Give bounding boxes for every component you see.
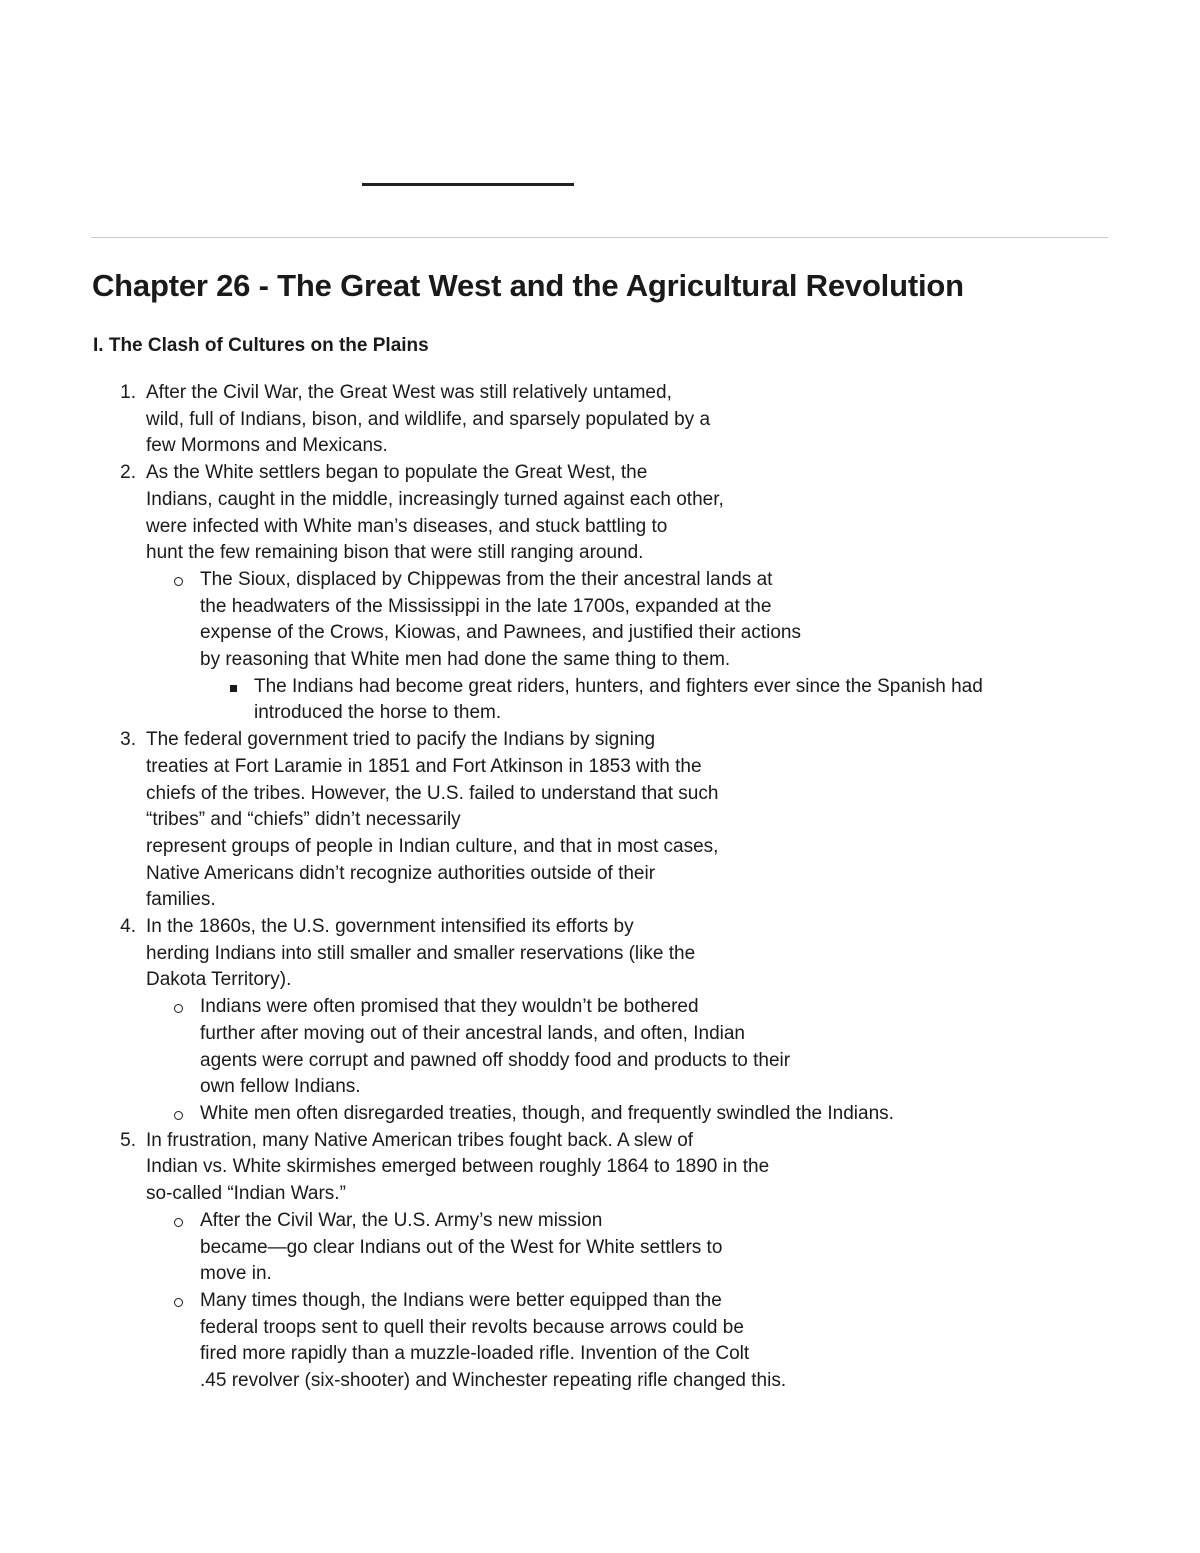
outline-list <box>0 380 1200 1395</box>
text-line: agents were corrupt and pawned off shoddy food and products to their <box>200 1049 791 1071</box>
numbered-list-item <box>0 460 1200 567</box>
circle-bullet-icon <box>174 1111 183 1120</box>
sub-list-item <box>0 994 1200 1101</box>
chapter-title: Chapter 26 - The Great West and the Agricultural Revolution <box>92 268 964 303</box>
square-bullet-icon <box>230 685 237 692</box>
text-line: After the Civil War, the U.S. Army’s new mission <box>200 1209 603 1231</box>
horizontal-divider <box>91 237 1108 238</box>
text-line: expense of the Crows, Kiowas, and Pawnees, and justified their actions <box>200 622 801 644</box>
text-line: federal troops sent to quell their revolts because arrows could be <box>200 1316 744 1338</box>
text-line: own fellow Indians. <box>200 1076 361 1098</box>
item-number: 4. <box>120 916 136 938</box>
text-line: wild, full of Indians, bison, and wildlife, and sparsely populated by a <box>146 408 711 430</box>
circle-bullet-icon <box>174 1004 183 1013</box>
text-line: After the Civil War, the Great West was still relatively untamed, <box>146 382 672 403</box>
text-line: As the White settlers began to populate the Great West, the <box>146 462 648 484</box>
text-line: The Indians had become great riders, hunters, and fighters ever since the Spanish had <box>254 675 983 697</box>
text-line: The Sioux, displaced by Chippewas from the their ancestral lands at <box>200 568 773 590</box>
item-number: 1. <box>120 382 136 403</box>
text-line: were infected with White man’s diseases, and stuck battling to <box>146 515 668 537</box>
text-line: White men often disregarded treaties, though, and frequently swindled the Indians. <box>200 1102 894 1124</box>
numbered-list-item <box>0 1128 1200 1208</box>
header-short-rule <box>362 183 574 186</box>
text-line: Native Americans didn’t recognize authorities outside of their <box>146 862 656 884</box>
text-line: fired more rapidly than a muzzle-loaded rifle. Invention of the Colt <box>200 1343 750 1365</box>
text-line: Dakota Territory). <box>146 969 292 991</box>
text-line: represent groups of people in Indian culture, and that in most cases, <box>146 835 719 857</box>
item-number: 5. <box>120 1129 136 1151</box>
text-line: Indian vs. White skirmishes emerged between roughly 1864 to 1890 in the <box>146 1156 770 1178</box>
numbered-list-item <box>0 727 1200 914</box>
sub-sub-list-item <box>0 674 1200 727</box>
sub-list-item <box>0 567 1200 674</box>
text-line: chiefs of the tribes. However, the U.S. failed to understand that such <box>146 782 719 804</box>
text-line: the headwaters of the Mississippi in the late 1700s, expanded at the <box>200 595 772 617</box>
circle-bullet-icon <box>174 577 183 586</box>
text-line: In the 1860s, the U.S. government intensified its efforts by <box>146 916 634 938</box>
section-heading: I. The Clash of Cultures on the Plains <box>93 335 429 356</box>
text-line: .45 revolver (six-shooter) and Winchester repeating rifle changed this. <box>200 1370 787 1392</box>
numbered-list-item <box>0 380 1200 460</box>
text-line: families. <box>146 889 216 911</box>
text-line: by reasoning that White men had done the same thing to them. <box>200 649 731 671</box>
text-line: further after moving out of their ancestral lands, and often, Indian <box>200 1022 745 1044</box>
text-line: The federal government tried to pacify the Indians by signing <box>146 729 656 751</box>
circle-bullet-icon <box>174 1218 183 1227</box>
circle-bullet-icon <box>174 1298 183 1307</box>
text-line: few Mormons and Mexicans. <box>146 435 388 457</box>
text-line: so-called “Indian Wars.” <box>146 1183 346 1205</box>
item-number: 2. <box>120 462 136 484</box>
text-line: introduced the horse to them. <box>254 702 502 724</box>
item-number: 3. <box>120 729 136 751</box>
text-line: hunt the few remaining bison that were still ranging around. <box>146 542 644 564</box>
text-line: became—go clear Indians out of the West for White settlers to <box>200 1236 723 1258</box>
text-line: herding Indians into still smaller and smaller reservations (like the <box>146 942 696 964</box>
text-line: move in. <box>200 1263 272 1285</box>
text-line: Many times though, the Indians were better equipped than the <box>200 1289 722 1311</box>
text-line: Indians, caught in the middle, increasingly turned against each other, <box>146 488 724 510</box>
sub-list-item <box>0 1101 1200 1128</box>
sub-list-item <box>0 1208 1200 1288</box>
text-line: treaties at Fort Laramie in 1851 and Fort Atkinson in 1853 with the <box>146 755 702 777</box>
text-line: In frustration, many Native American tribes fought back. A slew of <box>146 1129 694 1151</box>
text-line: Indians were often promised that they wouldn’t be bothered <box>200 996 699 1018</box>
numbered-list-item <box>0 914 1200 994</box>
text-line: “tribes” and “chiefs” didn’t necessarily <box>146 809 461 831</box>
sub-list-item <box>0 1288 1200 1395</box>
